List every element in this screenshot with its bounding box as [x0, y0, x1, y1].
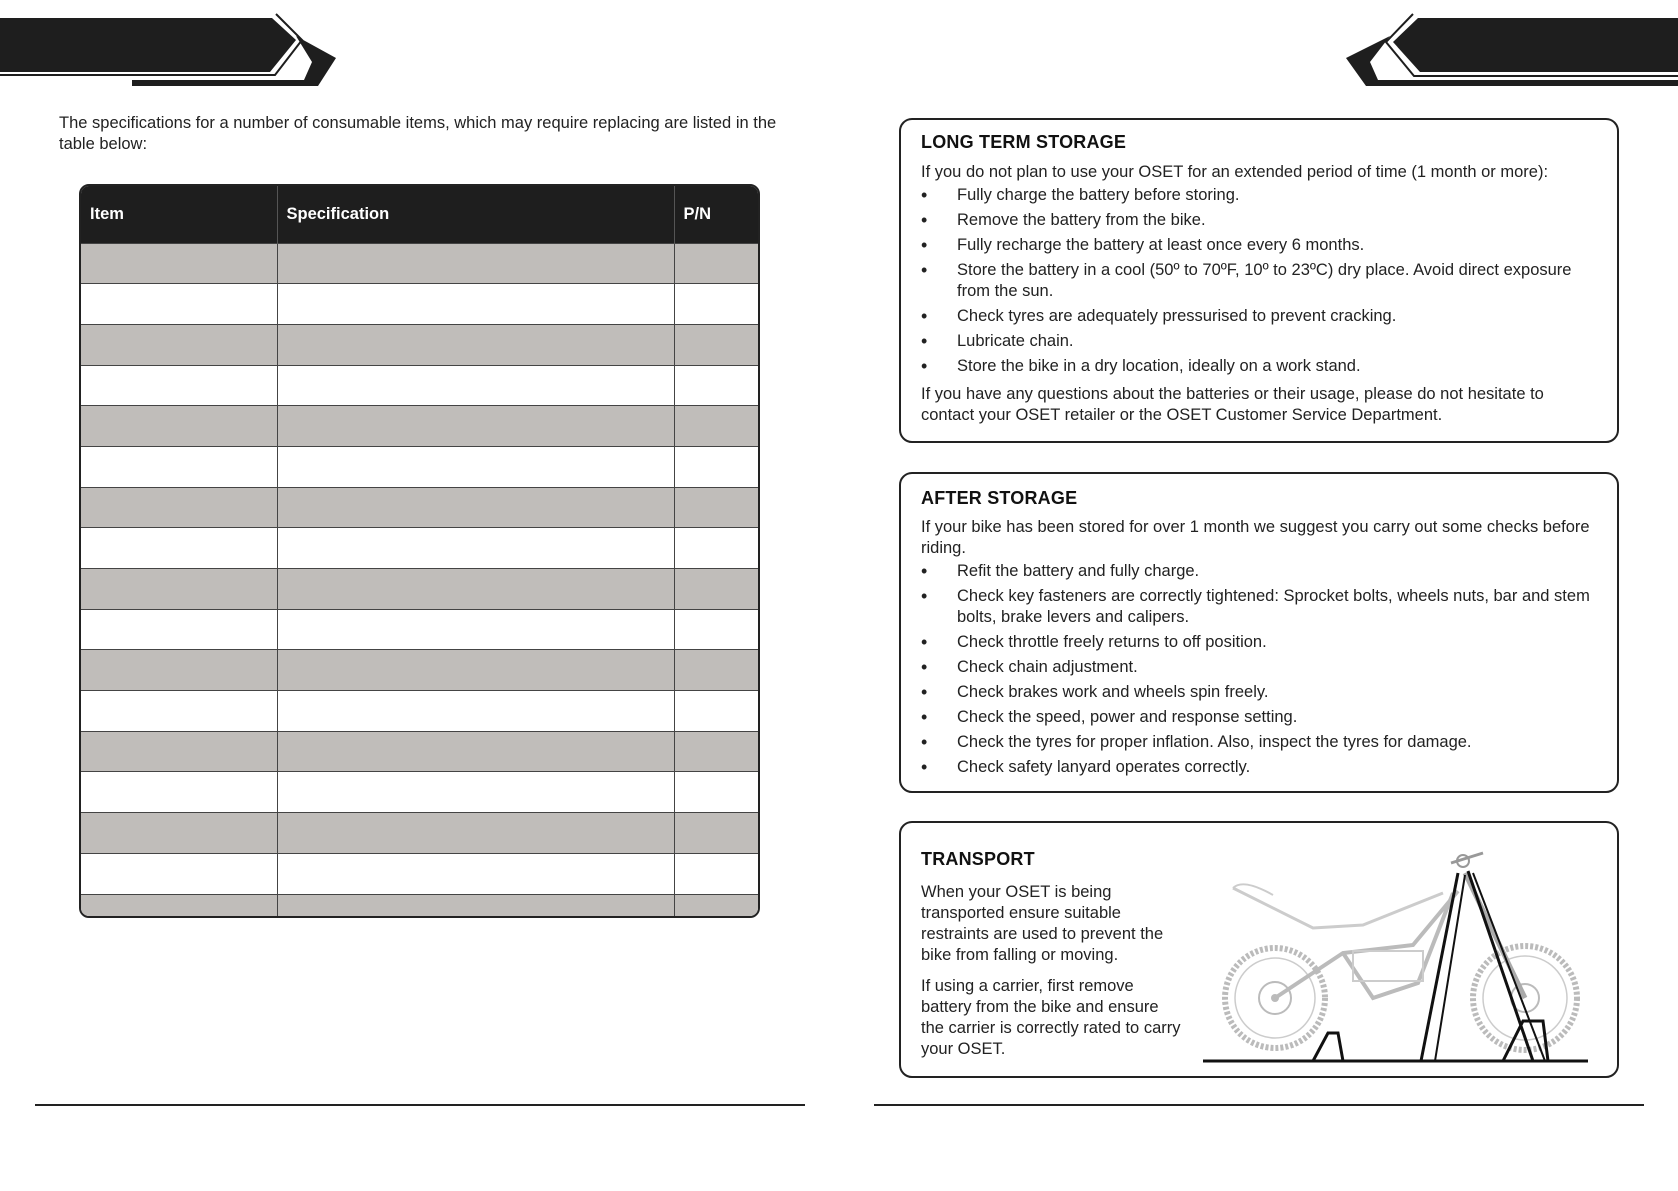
table-row: [81, 853, 758, 894]
item-cell: [81, 487, 277, 528]
transport-box: [899, 821, 1619, 1078]
long-term-storage-title: LONG TERM STORAGE: [921, 132, 1127, 152]
transport-title: TRANSPORT: [921, 849, 1035, 869]
list-item: • Lubricate chain.: [921, 331, 1597, 352]
transport-text: [921, 882, 1181, 1060]
specification-cell: [277, 853, 674, 894]
after-storage-title: AFTER STORAGE: [921, 488, 1078, 508]
specification-cell: [277, 365, 674, 406]
long-term-storage-box: [899, 118, 1619, 443]
specification-cell: [277, 650, 674, 691]
item-cell: [81, 650, 277, 691]
specification-cell: [277, 446, 674, 487]
pn-cell: [674, 487, 758, 528]
transport-paragraph: If using a carrier, first remove battery from the bike and ensure the carrier is correctly rated to carry your OSET.: [921, 977, 1181, 1058]
column-header-specification: Specification: [277, 186, 674, 243]
pn-cell: [674, 446, 758, 487]
table-row: [81, 446, 758, 487]
footer-rule-left: [35, 1104, 805, 1106]
table-header-row: [81, 186, 758, 243]
table-row: [81, 772, 758, 813]
table-row: [81, 406, 758, 447]
pn-cell: [674, 691, 758, 732]
footer-rule-right: [874, 1104, 1644, 1106]
list-item: • Check the speed, power and response setting.: [921, 707, 1597, 728]
specification-cell: [277, 894, 674, 918]
specification-cell: [277, 731, 674, 772]
bike-on-carrier-illustration: [1203, 833, 1603, 1065]
transport-paragraph: When your OSET is being transported ensure suitable restraints are used to prevent the bike from falling or moving.: [921, 883, 1164, 964]
long-term-storage-note: If you have any questions about the batteries or their usage, please do not hesitate to contact your OSET retailer or the OSET Customer Service Department.: [921, 385, 1544, 424]
table-row: [81, 609, 758, 650]
table-row: [81, 284, 758, 325]
header-banner-left: [0, 0, 345, 100]
table-row: [81, 365, 758, 406]
item-cell: [81, 324, 277, 365]
specification-cell: [277, 284, 674, 325]
table-row: [81, 487, 758, 528]
table-row: [81, 813, 758, 854]
item-cell: [81, 365, 277, 406]
item-cell: [81, 691, 277, 732]
list-item: • Fully recharge the battery at least once every 6 months.: [921, 235, 1597, 256]
specification-cell: [277, 243, 674, 284]
pn-cell: [674, 813, 758, 854]
list-item: • Check the tyres for proper inflation. Also, inspect the tyres for damage.: [921, 732, 1597, 753]
item-cell: [81, 284, 277, 325]
pn-cell: [674, 284, 758, 325]
specification-cell: [277, 813, 674, 854]
pn-cell: [674, 365, 758, 406]
table-row: [81, 894, 758, 918]
header-banner-right: [1338, 0, 1678, 100]
pn-cell: [674, 324, 758, 365]
table-row: [81, 691, 758, 732]
specification-cell: [277, 324, 674, 365]
long-term-storage-list: [921, 185, 1597, 377]
item-cell: [81, 731, 277, 772]
item-cell: [81, 772, 277, 813]
item-cell: [81, 446, 277, 487]
after-storage-intro: If your bike has been stored for over 1 month we suggest you carry out some checks before riding.: [921, 518, 1590, 557]
list-item: • Check safety lanyard operates correctly.: [921, 757, 1597, 778]
table-row: [81, 243, 758, 284]
pn-cell: [674, 406, 758, 447]
item-cell: [81, 406, 277, 447]
table-row: [81, 324, 758, 365]
specification-cell: [277, 609, 674, 650]
item-cell: [81, 569, 277, 610]
specification-cell: [277, 487, 674, 528]
specification-cell: [277, 691, 674, 732]
specification-cell: [277, 569, 674, 610]
pn-cell: [674, 894, 758, 918]
specification-cell: [277, 528, 674, 569]
table-row: [81, 650, 758, 691]
pn-cell: [674, 772, 758, 813]
table-body: [81, 243, 758, 918]
pn-cell: [674, 243, 758, 284]
list-item: • Fully charge the battery before storing.: [921, 185, 1597, 206]
pn-cell: [674, 609, 758, 650]
specification-cell: [277, 406, 674, 447]
list-item: • Check chain adjustment.: [921, 657, 1597, 678]
pn-cell: [674, 853, 758, 894]
after-storage-box: [899, 472, 1619, 793]
list-item: • Remove the battery from the bike.: [921, 210, 1597, 231]
item-cell: [81, 528, 277, 569]
column-header-item: Item: [81, 186, 277, 243]
item-cell: [81, 894, 277, 918]
long-term-storage-intro: If you do not plan to use your OSET for an extended period of time (1 month or more):: [921, 163, 1549, 181]
item-cell: [81, 853, 277, 894]
list-item: • Check tyres are adequately pressurised to prevent cracking.: [921, 306, 1597, 327]
list-item: • Check throttle freely returns to off position.: [921, 632, 1597, 653]
list-item: • Refit the battery and fully charge.: [921, 561, 1597, 582]
column-header-pn: P/N: [674, 186, 758, 243]
after-storage-list: [921, 561, 1597, 778]
table-row: [81, 569, 758, 610]
list-item: • Store the bike in a dry location, ideally on a work stand.: [921, 356, 1597, 377]
item-cell: [81, 243, 277, 284]
specification-cell: [277, 772, 674, 813]
item-cell: [81, 609, 277, 650]
item-cell: [81, 813, 277, 854]
table-row: [81, 528, 758, 569]
consumables-intro: The specifications for a number of consumable items, which may require replacing are listed in the table below:: [59, 114, 777, 153]
pn-cell: [674, 731, 758, 772]
pn-cell: [674, 650, 758, 691]
list-item: • Check key fasteners are correctly tightened: Sprocket bolts, wheels nuts, bar and stem bolts, brake levers and calipers.: [921, 586, 1597, 628]
consumables-table: [79, 184, 760, 918]
pn-cell: [674, 569, 758, 610]
table-row: [81, 731, 758, 772]
list-item: • Check brakes work and wheels spin freely.: [921, 682, 1597, 703]
list-item: • Store the battery in a cool (50º to 70ºF, 10º to 23ºC) dry place. Avoid direct exposure from the sun.: [921, 260, 1597, 302]
pn-cell: [674, 528, 758, 569]
